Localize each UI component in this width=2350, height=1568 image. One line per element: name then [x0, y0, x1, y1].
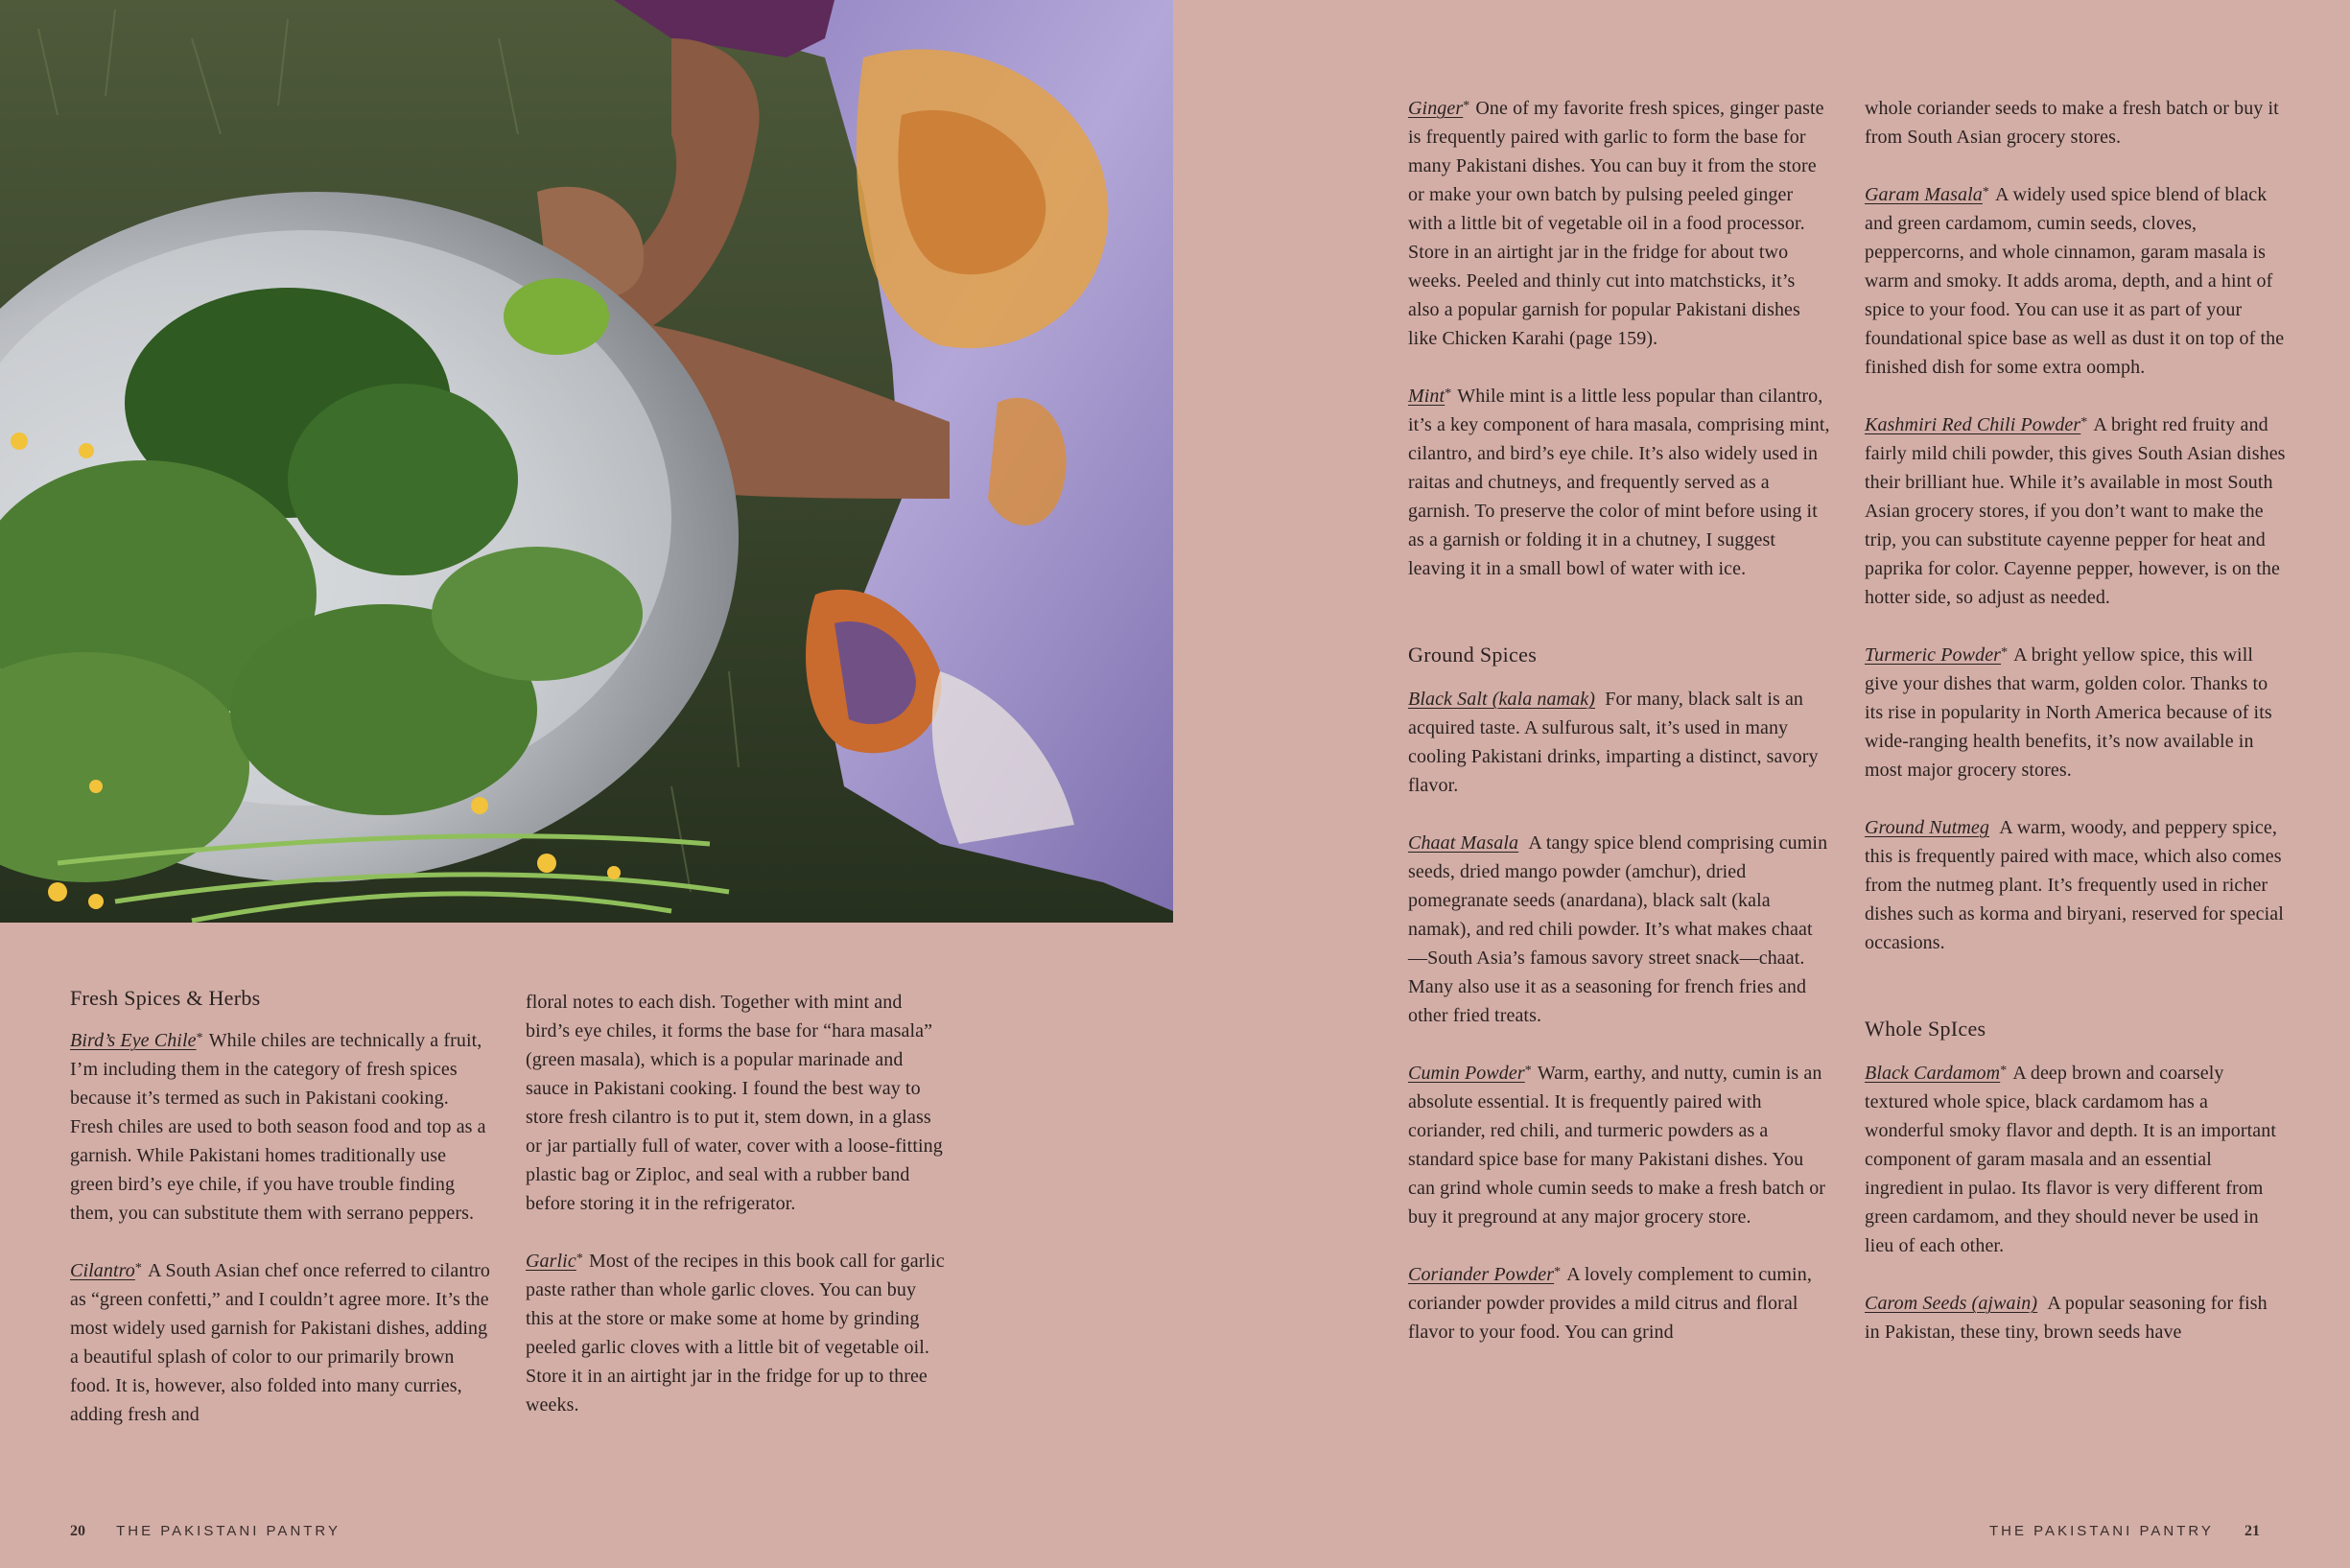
entry-garam-masala: Garam Masala* A widely used spice blend of black and green cardamom, cumin seeds, cloves, peppercorns, and whole cinnamon, garam masala is warm and smoky. It adds aroma, depth, and a hint of spice to your food. You can use it as part of your foundational spice base as well as dust it on top of the finished dish for some extra oomph. [1865, 184, 2285, 378]
entry-turmeric-powder: Turmeric Powder* A bright yellow spice, this will give your dishes that warm, golden color. Thanks to its rise in popularity in North America because of its wide-ranging health benefits, it’s now available in most major grocery stores. [1865, 644, 2272, 781]
entry-chaat-masala: Chaat Masala A tangy spice blend comprising cumin seeds, dried mango powder (amchur), dried pomegranate seeds (anardana), black salt (kala namak), and red chili powder. It’s what makes chaat—South Asia’s famous savory street snack—chaat. Many also use it as a seasoning for french fries and other fried treats. [1408, 832, 1828, 1026]
entry-carom-seeds: Carom Seeds (ajwain) A popular seasoning for fish in Pakistan, these tiny, brown seeds have [1865, 1293, 2268, 1343]
entry-birds-eye-chile: Bird’s Eye Chile* While chiles are technically a fruit, I’m including them in the category of fresh spices because it’s termed as such in Pakistani cooking. Fresh chiles are used to both season food and top as a garnish. While Pakistani homes traditionally use green bird’s eye chile, if you have trouble finding them, you can substitute them with serrano peppers. [70, 1030, 486, 1224]
entry-cilantro-continued: floral notes to each dish. Together with mint and bird’s eye chiles, it forms the base for “hara masala” (green masala), which is a popular marinade and sauce in Pakistani cooking. I found the best way to store fresh cilantro is to put it, stem down, in a glass or jar partially full of water, cover with a loose-fitting plastic bag or Ziploc, and seal with a rubber band before storing it in the refrigerator. [526, 992, 943, 1214]
entry-mint: Mint* While mint is a little less popular than cilantro, it’s a key component of hara masala, comprising mint, cilantro, and bird’s eye chile. It’s also widely used in raitas and chutneys, and frequently served as a garnish. To preserve the color of mint before using it as a garnish or folding it in a chutney, I suggest leaving it in a small bowl of water with ice. [1408, 386, 1830, 579]
term-black-salt: Black Salt (kala namak) [1408, 689, 1596, 710]
page-number-left: 20 [70, 1523, 85, 1539]
term-chaat-masala: Chaat Masala [1408, 832, 1519, 854]
section-title-whole-spices: Whole SpIces [1865, 1017, 1986, 1041]
term-coriander-powder: Coriander Powder [1408, 1264, 1555, 1285]
entry-cumin-powder: Cumin Powder* Warm, earthy, and nutty, cumin is an absolute essential. It is frequently paired with coriander, red chili, and turmeric powders as a standard spice base for many Pakistani dishes. You can grind whole cumin seeds to make a fresh batch or buy it preground at any major grocery store. [1408, 1063, 1826, 1228]
herbs-photo-icon [0, 0, 1173, 923]
section-title-fresh-spices: Fresh Spices & Herbs [70, 986, 261, 1010]
footer-right [1989, 1523, 2260, 1540]
entry-cilantro: Cilantro* A South Asian chef once referred to cilantro as “green confetti,” and I couldn’t agree more. It’s the most widely used garnish for Pakistani dishes, adding a beautiful splash of color to our primarily brown food. It is, however, also folded into many curries, adding fresh and [70, 1260, 491, 1425]
left-column-1 [70, 984, 492, 1429]
entry-black-salt: Black Salt (kala namak) For many, black salt is an acquired taste. A sulfurous salt, it’s used in many cooling Pakistani drinks, imparting a distinct, savory flavor. [1408, 689, 1819, 796]
entry-garlic: Garlic* Most of the recipes in this book call for garlic paste rather than whole garlic cloves. You can buy this at the store or make some at home by grinding peeled garlic cloves with a little bit of vegetable oil. Store it in an airtight jar in the fridge for up to three weeks. [526, 1251, 945, 1416]
term-mint: Mint [1408, 386, 1445, 407]
section-title-ground-spices: Ground Spices [1408, 643, 1538, 667]
term-ground-nutmeg: Ground Nutmeg [1865, 817, 1990, 838]
term-turmeric-powder: Turmeric Powder [1865, 644, 2002, 666]
page-number-right: 21 [2244, 1523, 2260, 1539]
entry-coriander-continued: whole coriander seeds to make a fresh batch or buy it from South Asian grocery stores. [1865, 98, 2279, 148]
term-kashmiri-chili: Kashmiri Red Chili Powder [1865, 414, 2081, 435]
right-column-2 [1865, 94, 2287, 1346]
entry-kashmiri-chili: Kashmiri Red Chili Powder* A bright red fruity and fairly mild chili powder, this gives South Asian dishes their brilliant hue. While it’s available in most South Asian grocery stores, if you don’t want to make the trip, you can substitute cayenne pepper for heat and paprika for color. Cayenne pepper, however, is on the hotter side, so adjust as needed. [1865, 414, 2286, 608]
running-title-right: THE PAKISTANI PANTRY [1989, 1523, 2214, 1539]
term-birds-eye-chile: Bird’s Eye Chile [70, 1030, 197, 1051]
term-cilantro: Cilantro [70, 1260, 135, 1281]
running-title-left: THE PAKISTANI PANTRY [116, 1523, 341, 1539]
term-carom-seeds: Carom Seeds (ajwain) [1865, 1293, 2038, 1314]
term-black-cardamom: Black Cardamom [1865, 1063, 2001, 1084]
term-cumin-powder: Cumin Powder [1408, 1063, 1525, 1084]
term-ginger: Ginger [1408, 98, 1464, 119]
footer-left [70, 1523, 341, 1540]
right-column-1 [1408, 94, 1830, 1346]
term-garlic: Garlic [526, 1251, 576, 1272]
left-column-2 [526, 988, 948, 1419]
herbs-photo [0, 0, 1173, 923]
entry-black-cardamom: Black Cardamom* A deep brown and coarsely textured whole spice, black cardamom has a wonderful smoky flavor and depth. It is an important component of garam masala and an essential ingredient in pulao. Its flavor is very different from green cardamom, and they should never be used in lieu of each other. [1865, 1063, 2276, 1256]
entry-coriander-powder: Coriander Powder* A lovely complement to cumin, coriander powder provides a mild citrus and floral flavor to your food. You can grind [1408, 1264, 1812, 1343]
entry-ginger: Ginger* One of my favorite fresh spices, ginger paste is frequently paired with garlic to form the base for many Pakistani dishes. You can buy it from the store or make your own batch by pulsing peeled ginger with a little bit of vegetable oil in a food processor. Store in an airtight jar in the fridge for about two weeks. Peeled and thinly cut into matchsticks, it’s also a popular garnish for popular Pakistani dishes like Chicken Karahi (page 159). [1408, 98, 1824, 349]
entry-ground-nutmeg: Ground Nutmeg A warm, woody, and peppery spice, this is frequently paired with mace, which also comes from the nutmeg plant. It’s frequently used in richer dishes such as korma and biryani, reserved for special occasions. [1865, 817, 2284, 953]
term-garam-masala: Garam Masala [1865, 184, 1983, 205]
